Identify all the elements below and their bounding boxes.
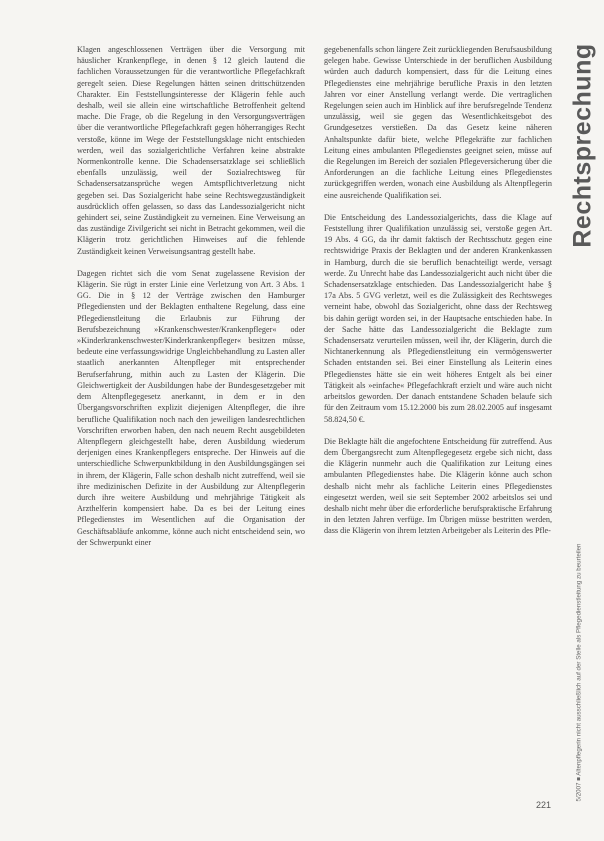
rubric-label: Rechtsprechung [568,42,597,248]
sideline-text: 5/2007 ■ Altenpflegerin nicht ausschließlich auf der Stelle als Pflegedienstleitung zu beurteilen [575,543,583,802]
paragraph: Klagen angeschlossenen Verträgen über die Versorgung mit häuslicher Krankenpflege, in denen § 12 gleich lautend die fachlichen Voraussetzungen für die verantwortliche Pflegefachkraft geregelt seien. Diese Regelungen hätten seinen drittschützenden Charakter. Ein Feststellungsinteresse der Klägerin fehle auch deshalb, weil sie allein eine wirtschaftliche Betroffenheit geltend mache. Die Frage, ob die Regelung in den Versorgungsverträgen über die verantwortliche Pflegefachkraft gegen höherrangiges Recht verstoße, könne im Wege der Feststellungsklage nicht entschieden werden, weil das sozialgerichtliche Verfahren keine abstrakte Normenkontrolle kenne. Die Schadensersatzklage sei schließlich ebenfalls unzulässig, weil der Sozialrechtsweg für Schadensersatzansprüche wegen Amtspflichtverletzung nicht gegeben sei. Das Sozialgericht habe seine Rechtswegzuständigkeit ausdrücklich offen gelassen, so dass das Landessozialgericht nicht gehindert sei, seine Zuständigkeit zu verneinen. Eine Verweisung an das zuständige Zivilgericht sei nicht in Betracht gekommen, weil die Klägerin trotz gerichtlichen Hinweises auf die fehlende Zuständigkeit keinen Verweisungsantrag gestellt habe. [77,45,305,256]
paragraph: Die Beklagte hält die angefochtene Entscheidung für zutreffend. Aus dem Übergangsrecht zum Altenpflegegesetz ergebe sich nicht, dass die Klägerin nunmehr auch die Qualifikation zur Leitung eines ambulanten Pflegedienstes habe. Die Klägerin könne auch schon deshalb nicht mehr als fachliche Leiterin eines Pflegedienstes eingesetzt werden, weil sie seit September 2002 arbeitslos sei und deshalb nicht mehr über die erforderliche berufspraktische Erfahrung in den letzten Jahren verfüge. Im Übrigen müsse bestritten werden, dass die Klägerin von ihrem letzten Arbeitgeber als Leiterin des Pfle- [324,436,552,536]
running-sideline [572,520,586,825]
text-column-right [324,44,552,548]
paragraph: Die Entscheidung des Landessozialgerichts, dass die Klage auf Feststellung ihrer Qualifikation unzulässig sei, verstoße gegen Art. 19 Abs. 4 GG, da ihr damit faktisch der Rechtsschutz gegen eine rechtswidrige Praxis der Beklagten und der anderen Krankenkassen in Hamburg, durch die sie beruflich benachteiligt werde, versagt werde. Zu Unrecht habe das Landessozialgericht auch nicht über die Schadensersatzklage entschieden. Das Landessozialgericht habe § 17a Abs. 5 GVG verletzt, weil es die Zulässigkeit des Rechtsweges verneint habe, obwohl das Sozialgericht, ohne dass der Rechtsweg bis dahin gerügt worden sei, in der Hauptsache entschieden habe. In der Sache hätte das Landessozialgericht die Beklagte zum Schadensersatz verurteilen müssen, weil ihr, der Klägerin, durch die Nichtanerkennung als Pflegedienstleitung ein vermögenswerter Schaden entstanden sei. Bei einer Einstellung als Leiterin eines Pflegedienstes hätte sie ein weit höheres Entgelt als bei einer Tätigkeit als »einfache« Pflegefachkraft erzielt und wäre auch nicht arbeitslos geworden. Der danach entstandene Schaden belaufe sich für den Zeitraum vom 15.12.2000 bis zum 28.02.2005 auf insgesamt 58.824,50 €. [324,212,552,424]
paragraph: Dagegen richtet sich die vom Senat zugelassene Revision der Klägerin. Sie rügt in erster Linie eine Verletzung von Art. 3 Abs. 1 GG. Die in § 12 der Verträge zwischen den Hamburger Pflegediensten und der Beklagten enthaltene Regelung, dass eine Pflegedienstleitung die Erlaubnis zur Führung der Berufsbezeichnung »Krankenschwester/Krankenpfleger« oder »Kinderkrankenschwester/Kinderkrankenpfleger« besitzen müsse, bedeute eine verfassungswidrige Ungleichbehandlung zu Lasten aller staatlich anerkannten Altenpfleger mit entsprechender Berufserfahrung, mithin auch zu Lasten der Klägerin. Die Gleichwertigkeit der Ausbildungen habe der Bundesgesetzgeber mit dem Altenpflegegesetz anerkannt, in dem er in den Übergangsvorschriften explizit diejenigen Altenpfleger, die ihre berufliche Qualifikation noch nach den jeweiligen landesrechtlichen Vorschriften erworben haben, den nach neuem Recht ausgebildeten Altenpflegern gleichgestellt habe, deren Ausbildung wiederum derjenigen eines Krankenpflegers entspreche. Der Hinweis auf die unterschiedliche Schwerpunktbildung in den Ausbildungsgängen sei in ihrem, der Klägerin, Falle schon deshalb nicht zutreffend, weil sie ihre medizinischen Defizite in der Ausbildung zur Altenpflegerin durch ihre weitere Ausbildung und mehrjährige Tätigkeit als Arzthelferin kompensiert habe. Da es bei der Leitung eines Pflegedienstes im Wesentlichen auf die Organisation der Geschäftsabläufe ankomme, könne auch nicht entscheidend sein, wo der Schwerpunkt einer [77,268,305,547]
section-rubric [566,30,600,260]
paragraph: gegebenenfalls schon längere Zeit zurückliegenden Berufsausbildung gelegen habe. Gewisse Unterschiede in der beruflichen Ausbildung würden auch dadurch kompensiert, dass für die Leitung eines Pflegedienstes eine mehrjährige berufliche Praxis in den letzten Jahren vor einer Anstellung verlangt werde. Die vertraglichen Regelungen seien auch im Hinblick auf ihre berufsregelnde Tendenz unzulässig, weil sie gegen das Wesentlichkeitsgebot des Grundgesetzes verstießen. Da das Gesetz keine näheren Anhaltspunkte dafür biete, welche Pflegekräfte zur fachlichen Leitung eines ambulanten Pflegedienstes geeignet seien, müsse auf die Regelungen im Bereich der sozialen Pflegeversicherung über die Anforderungen an die fachliche Leitung eines Pflegedienstes zurückgegriffen werden, wonach eine Ausbildung als Altenpflegerin eine ausreichende Qualifikation sei. [324,45,552,200]
text-column-left [77,44,305,559]
page-number: 221 [536,800,552,810]
